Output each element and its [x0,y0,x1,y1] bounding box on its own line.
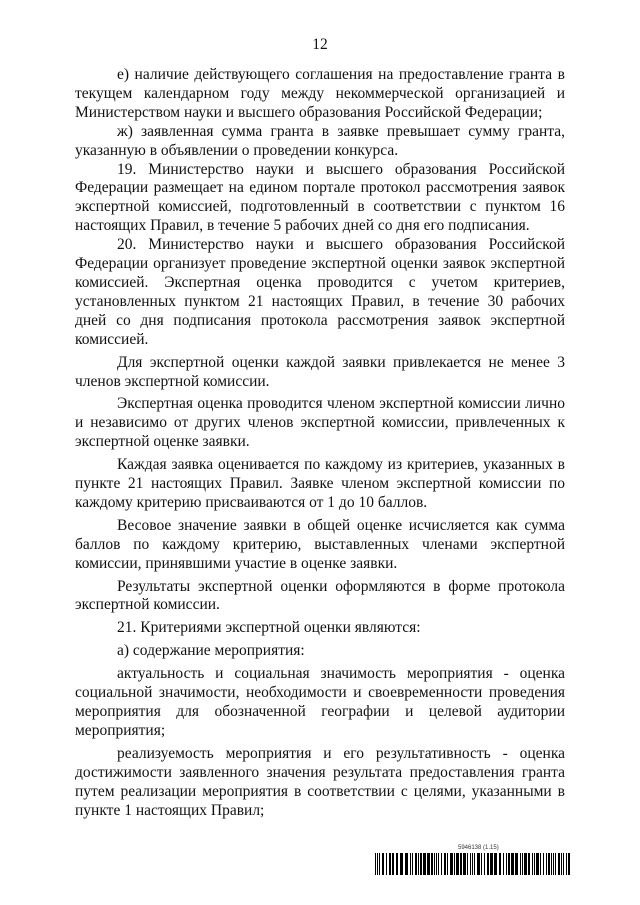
paragraph-clause-19: 19. Министерство науки и высшего образования Российской Федерации размещает на едином портале протокол рассмотрения заявок экспертной комиссией, подготовленный в соответствии с пунктом 16 настоящих Правил, в течение 5 рабочих дней со дня его подписания. [75,160,565,235]
paragraph-relevance: актуальность и социальная значимость мероприятия - оценка социальной значимости, необходимости и своевременности проведения мероприятия для обозначенной географии и целевой аудитории мероприятия; [75,665,565,739]
paragraph-scoring: Каждая заявка оценивается по каждому из критериев, указанных в пункте 21 настоящих Правил. Заявке членом экспертной комиссии по каждому критерию присваиваются от 1 до 10 баллов. [75,456,565,511]
paragraph-results: Результаты экспертной оценки оформляются в форме протокола экспертной комиссии. [75,577,565,614]
paragraph-experts-count: Для экспертной оценки каждой заявки привлекается не менее 3 членов экспертной комиссии. [75,353,565,390]
paragraph-item-a: а) содержание мероприятия: [117,642,305,660]
paragraph-feasibility: реализуемость мероприятия и его результативность - оценка достижимости заявленного значения результата предоставления гранта путем реализации мероприятия в соответствии с целями, указанными в пункте 1 настоящих Правил; [75,744,565,819]
document-body [75,66,565,820]
paragraph-item-e: е) наличие действующего соглашения на предоставление гранта в текущем календарном году между некоммерческой организацией и Министерством науки и высшего образования Российской Федерации; [75,66,565,121]
barcode-caption: 5946138 (1.15) [458,845,499,851]
paragraph-clause-20: 20. Министерство науки и высшего образования Российской Федерации организует проведение экспертной оценки заявок экспертной комиссией. Экспертная оценка проводится с учетом критериев, установленных пунктом 21 настоящих Правил, в течение 30 рабочих дней со дня подписания протокола рассмотрения заявок экспертной комиссией. [75,236,565,348]
paragraph-item-zh: ж) заявленная сумма гранта в заявке превышает сумму гранта, указанную в объявлении о проведении конкурса. [75,122,565,159]
page-number: 12 [312,36,328,53]
paragraph-weight: Весовое значение заявки в общей оценке исчисляется как сумма баллов по каждому критерию, выставленных членами экспертной комиссии, принявшими участие в оценке заявки. [75,516,565,572]
paragraph-clause-21: 21. Критериями экспертной оценки являются: [117,619,421,637]
barcode-image [375,853,570,875]
paragraph-independent-assessment: Экспертная оценка проводится членом экспертной комиссии лично и независимо от других членов экспертной комиссии, привлеченных к экспертной оценке заявки. [75,395,565,451]
